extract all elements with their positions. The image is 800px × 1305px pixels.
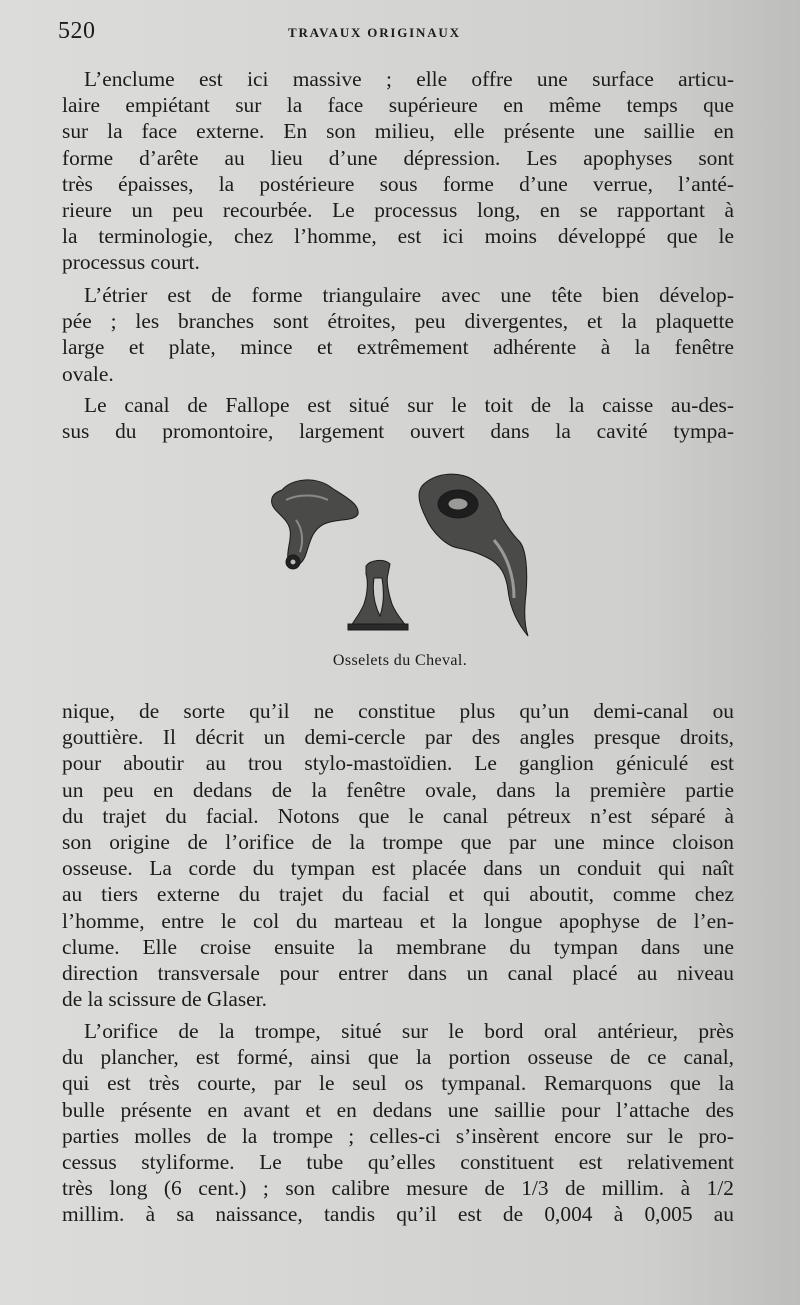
- text-line: laire empiétant sur la face supérieure en même temps que: [62, 93, 734, 118]
- paragraph-trompe: [62, 1018, 734, 1228]
- text-line: du trajet du facial. Notons que le canal pétreux n’est séparé à: [62, 803, 734, 828]
- text-line: millim. à sa naissance, tandis qu’il est de 0,004 à 0,005 au: [62, 1202, 734, 1227]
- text-line: très long (6 cent.) ; son calibre mesure de 1/3 de millim. à 1/2: [62, 1176, 734, 1201]
- paragraph-etrier: [62, 282, 734, 387]
- text-line: large et plate, mince et extrêmement adhérente à la fenêtre: [62, 335, 734, 360]
- text-line: rieure un peu recourbée. Le processus long, en se rapportant à: [62, 198, 734, 223]
- text-line: de la scissure de Glaser.: [62, 987, 267, 1012]
- text-line: pour aboutir au trou stylo-mastoïdien. Le ganglion géniculé est: [62, 751, 734, 776]
- text-line: très épaisses, la postérieure sous forme d’une verrue, l’anté-: [62, 171, 734, 196]
- paragraph-enclume: [62, 66, 734, 276]
- text-line: la terminologie, chez l’homme, est ici moins développé que le: [62, 224, 734, 249]
- paragraph-canal-suite: [62, 698, 734, 1012]
- text-line: pée ; les branches sont étroites, peu divergentes, et la plaquette: [62, 309, 734, 334]
- text-line: son origine de l’orifice de la trompe que par une mince cloison: [62, 830, 734, 855]
- text-line: processus court.: [62, 250, 200, 275]
- page-number: 520: [58, 18, 96, 44]
- ossicle-left-bone: [272, 480, 359, 569]
- text-line: direction transversale pour entrer dans un canal placé au niveau: [62, 961, 734, 986]
- ossicles-illustration: [262, 470, 542, 638]
- page-header: [58, 18, 728, 48]
- text-line: bulle présente en avant et en dedans une saillie pour l’attache des: [62, 1097, 734, 1122]
- text-line: ovale.: [62, 361, 114, 386]
- text-line: sur la face externe. En son milieu, elle présente une saillie en: [62, 119, 734, 144]
- text-line: parties molles de la trompe ; celles-ci s’insèrent encore sur le pro-: [62, 1123, 734, 1148]
- ossicle-right-bone: [419, 474, 528, 636]
- text-line: osseuse. La corde du tympan est placée dans un conduit qui naît: [62, 856, 734, 881]
- text-line: Le canal de Fallope est situé sur le toit de la caisse au-des-: [84, 393, 734, 417]
- text-line: un peu en dedans de la fenêtre ovale, dans la première partie: [62, 777, 734, 802]
- text-line: l’homme, entre le col du marteau et la longue apophyse de l’en-: [62, 908, 734, 933]
- text-line: forme d’arête au lieu d’une dépression. Les apophyses sont: [62, 145, 734, 170]
- text-line: gouttière. Il décrit un demi-cercle par des angles presque droits,: [62, 725, 734, 750]
- text-line: qui est très courte, par le seul os tympanal. Remarquons que la: [62, 1071, 734, 1096]
- text-line: au tiers externe du trajet du facial et qui aboutit, comme chez: [62, 882, 734, 907]
- text-line: du plancher, est formé, ainsi que la portion osseuse de ce canal,: [62, 1045, 734, 1070]
- text-line: L’étrier est de forme triangulaire avec une tête bien dévelop-: [84, 283, 734, 307]
- text-line: clume. Elle croise ensuite la membrane du tympan dans une: [62, 934, 734, 959]
- text-line: sus du promontoire, largement ouvert dans la cavité tympa-: [62, 419, 734, 444]
- paragraph-canal-fallope: [62, 392, 734, 444]
- text-line: L’orifice de la trompe, situé sur le bord oral antérieur, près: [84, 1019, 734, 1043]
- text-line: nique, de sorte qu’il ne constitue plus qu’un demi-canal ou: [62, 699, 734, 723]
- figure-caption: Osselets du Cheval.: [332, 652, 468, 669]
- text-line: L’enclume est ici massive ; elle offre une surface articu-: [84, 67, 734, 91]
- running-head: TRAVAUX ORIGINAUX: [288, 25, 461, 40]
- text-line: cessus styliforme. Le tube qu’elles constituent est relativement: [62, 1150, 734, 1175]
- ossicle-stapes: [348, 560, 408, 630]
